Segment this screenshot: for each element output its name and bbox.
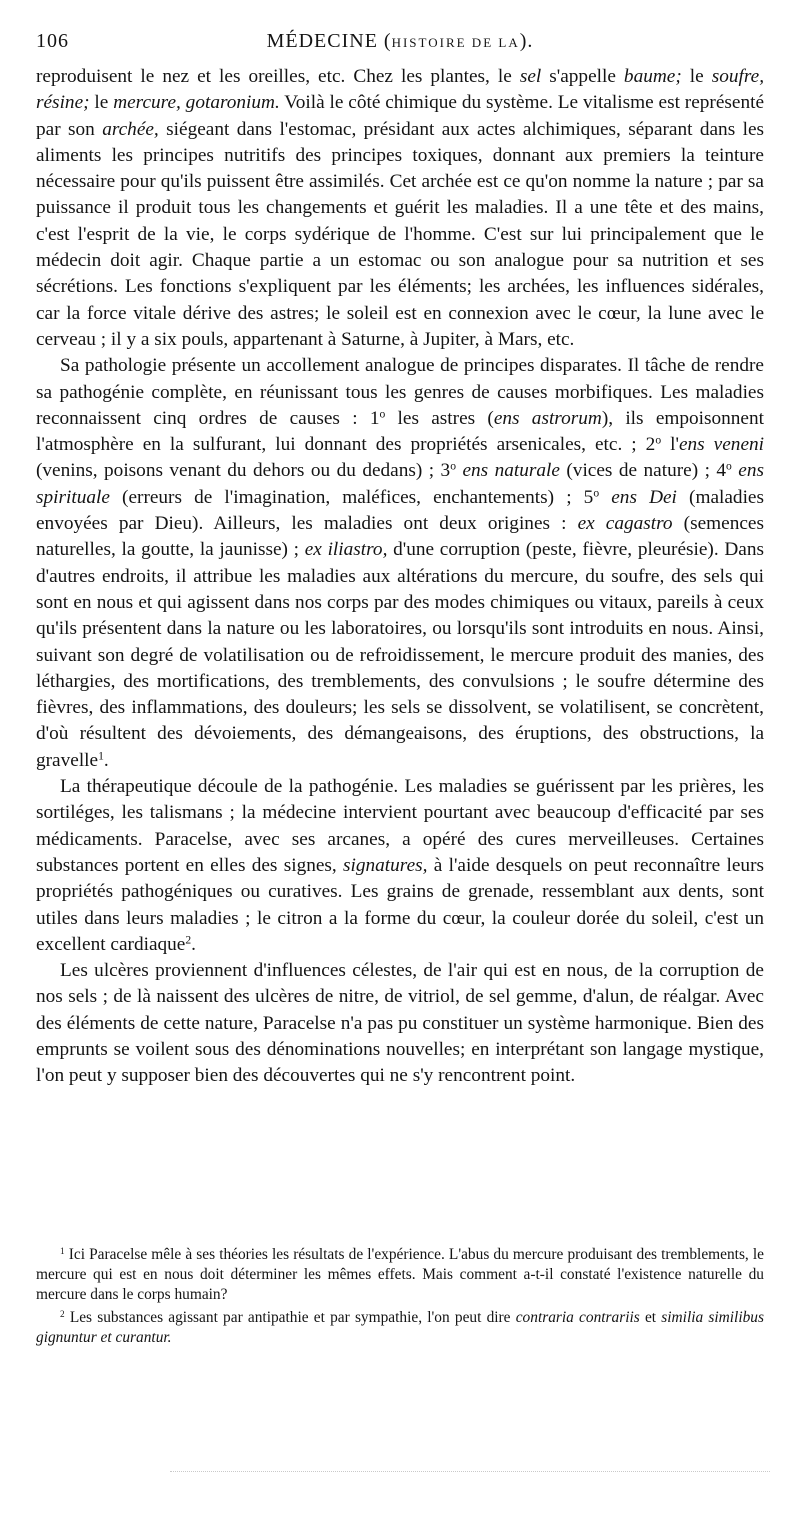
running-title-end: ). [519, 30, 534, 52]
italic-term: signatures, [343, 854, 428, 876]
text-run: ), ils empoisonnent l'atmosphère en la sulfurant, lui donnant des propriétés arsenicales, etc. ; 2 [36, 407, 764, 456]
ordinal-mark: o [655, 433, 662, 447]
footnote-1 [36, 1245, 764, 1306]
text-run: le [89, 92, 114, 114]
text-run: (erreurs de l'imagination, maléfices, enchantements) ; 5 [109, 486, 594, 508]
italic-term: soufre, résine; [36, 66, 765, 114]
text-run: Voilà le côté chimique du système. Le vitalisme est représenté par son [36, 92, 765, 140]
footnotes [36, 1245, 764, 1350]
text-run: le [681, 66, 712, 87]
ordinal-mark: o [593, 486, 600, 500]
italic-term: contraria contrariis [515, 1308, 640, 1326]
text-run: s'appelle [541, 66, 624, 87]
footnote-text: Les substances agissant par antipathie et par sympathie, l'on peut dire [64, 1308, 516, 1326]
italic-term: ex iliastro, [304, 539, 388, 561]
footnote-ref-2[interactable]: 2 [185, 933, 192, 947]
text-run: (venins, poisons venant du dehors ou du dedans) ; 3 [36, 460, 451, 482]
text-run: (maladies envoyées par Dieu). Ailleurs, les maladies ont deux origines : [36, 486, 764, 535]
text-run: à l'aide desquels on peut reconnaître leurs propriétés pathogéniques ou curatives. Les grains de grenade, ressemblant aux dents, sont utiles dans leurs maladies ; le citron a la forme du cœur, la couleur dorée du soleil, c'est un excellent cardiaque [36, 854, 764, 955]
italic-term: sel [519, 66, 542, 87]
text-run: d'une corruption (peste, fièvre, pleurésie). Dans d'autres endroits, il attribue les maladies aux altérations du mercure, du soufre, des sels qui sont en nous et qui agissent dans nos corps par des modes chimiques ou vitaux, pareils à ceux qu'ils présentent dans la nature ou les laboratoires, ou lorsqu'ils sont introduits en nous. Ainsi, suivant son degré de volatilisation ou de refroidissement, le mercure produit des manies, des léthargies, des mortifications, des tremblements, des convulsions ; le soufre détermine des fièvres, des inflammations, des douleurs; les sels se dissolvent, se volatilisent, se concrètent, d'où résultent des dévoiements, des démangeaisons, des éruptions, des obstructions, la gravelle [36, 539, 765, 771]
paragraph-1 [36, 64, 764, 353]
running-title-sub: HISTOIRE DE LA [391, 35, 520, 50]
ordinal-mark: o [450, 460, 456, 474]
paragraph-4 [36, 958, 764, 1089]
footnote-text: et [639, 1308, 662, 1326]
italic-term: archée, [102, 118, 159, 140]
italic-term: mercure, gotaronium. [113, 92, 280, 114]
text-run: . [103, 749, 109, 771]
body-text [36, 64, 764, 1090]
ordinal-mark: o [726, 460, 732, 474]
italic-term: ens naturale [462, 460, 560, 482]
paragraph-3 [36, 774, 764, 958]
text-run [599, 487, 611, 508]
bottom-bleed-line [170, 1471, 770, 1472]
ordinal-mark: o [379, 407, 386, 421]
footnote-text: Ici Paracelse mêle à ses théories les résultats de l'expérience. L'abus du mercure produisant des tremblements, le mercure qui est en nous doit déterminer les mêmes effets. Mais comment a-t-il constaté l'existence naturelle du mercure dans le corps humain? [36, 1246, 764, 1304]
page-number: 106 [36, 30, 69, 52]
text-run: les astres ( [385, 407, 494, 429]
italic-term: ens spirituale [36, 460, 764, 508]
italic-term: similia similibus gignuntur et curantur. [36, 1308, 764, 1346]
running-title [36, 30, 764, 53]
footnote-marker: 1 [60, 1245, 65, 1256]
text-run: . [191, 933, 196, 955]
italic-term: ens astrorum [493, 407, 602, 429]
italic-term: baume; [623, 66, 682, 87]
text-run: Les ulcères proviennent d'influences célestes, de l'air qui est en nous, de la corruption de nos sels ; de là naissent des ulcères de nitre, de vitriol, de sel gemme, d'alun, de réalgar. Avec des éléments de cette nature, Paracelse n'a pas pu constituer un système harmonique. Bien des emprunts se voilent sous des dénominations nouvelles; en interprétant son langage mystique, l'on peut y supposer bien des découvertes qui ne s'y rencontrent point. [36, 960, 764, 1087]
text-run: reproduisent le nez et les oreilles, etc. Chez les plantes, le [36, 66, 520, 87]
footnote-marker: 2 [60, 1308, 65, 1319]
text-run: siégeant dans l'estomac, présidant aux actes alchimiques, séparant dans les aliments les principes nutritifs des principes toxiques, donnant aux premiers la teinture nécessaire pour qu'ils puissent être assimilés. Cet archée est ce qu'on nomme la nature ; par sa puissance il produit tous les changements et guérit les maladies. Il a une tête et des mains, c'est l'esprit de la vie, le corps sydérique de l'homme. C'est sur lui principalement que le médecin doit agir. Chaque partie a un estomac ou son analogue pour sa nutrition et ses sécrétions. Les fonctions s'expliquent par les éléments; les archées, les influences sidérales, car la force vitale dérive des astres; le soleil est en connexion avec le cœur, la lune avec le cerveau ; il y a six pouls, appartenant à Saturne, à Jupiter, à Mars, etc. [36, 118, 765, 350]
italic-term: ens veneni [678, 434, 764, 456]
running-header [36, 30, 764, 60]
footnote-2 [36, 1308, 764, 1348]
italic-term: ens Dei [611, 486, 677, 508]
text-run: (vices de nature) ; 4 [559, 460, 727, 482]
footnote-ref-1[interactable]: 1 [98, 749, 104, 763]
text-run: (semences naturelles, la goutte, la jaunisse) ; [36, 513, 764, 561]
paragraph-2 [36, 353, 764, 774]
text-run: Sa pathologie présente un accollement analogue de principes disparates. Il tâche de rendre sa pathogénie complète, en réunissant tous les genres de causes morbifiques. Les maladies reconnaissent cinq ordres de causes : 1 [36, 355, 764, 429]
running-title-main: MÉDECINE ( [266, 30, 392, 52]
text-run: l' [661, 434, 679, 456]
text-run: La thérapeutique découle de la pathogénie. Les maladies se guérissent par les prières, les sortiléges, les talismans ; la médecine intervient pourtant avec beaucoup d'efficacité par ses médicaments. Paracelse, avec ses arcanes, a opéré des cures merveilleuses. Certaines substances portent en elles des signes, [36, 776, 764, 876]
italic-term: ex cagastro [577, 513, 673, 535]
